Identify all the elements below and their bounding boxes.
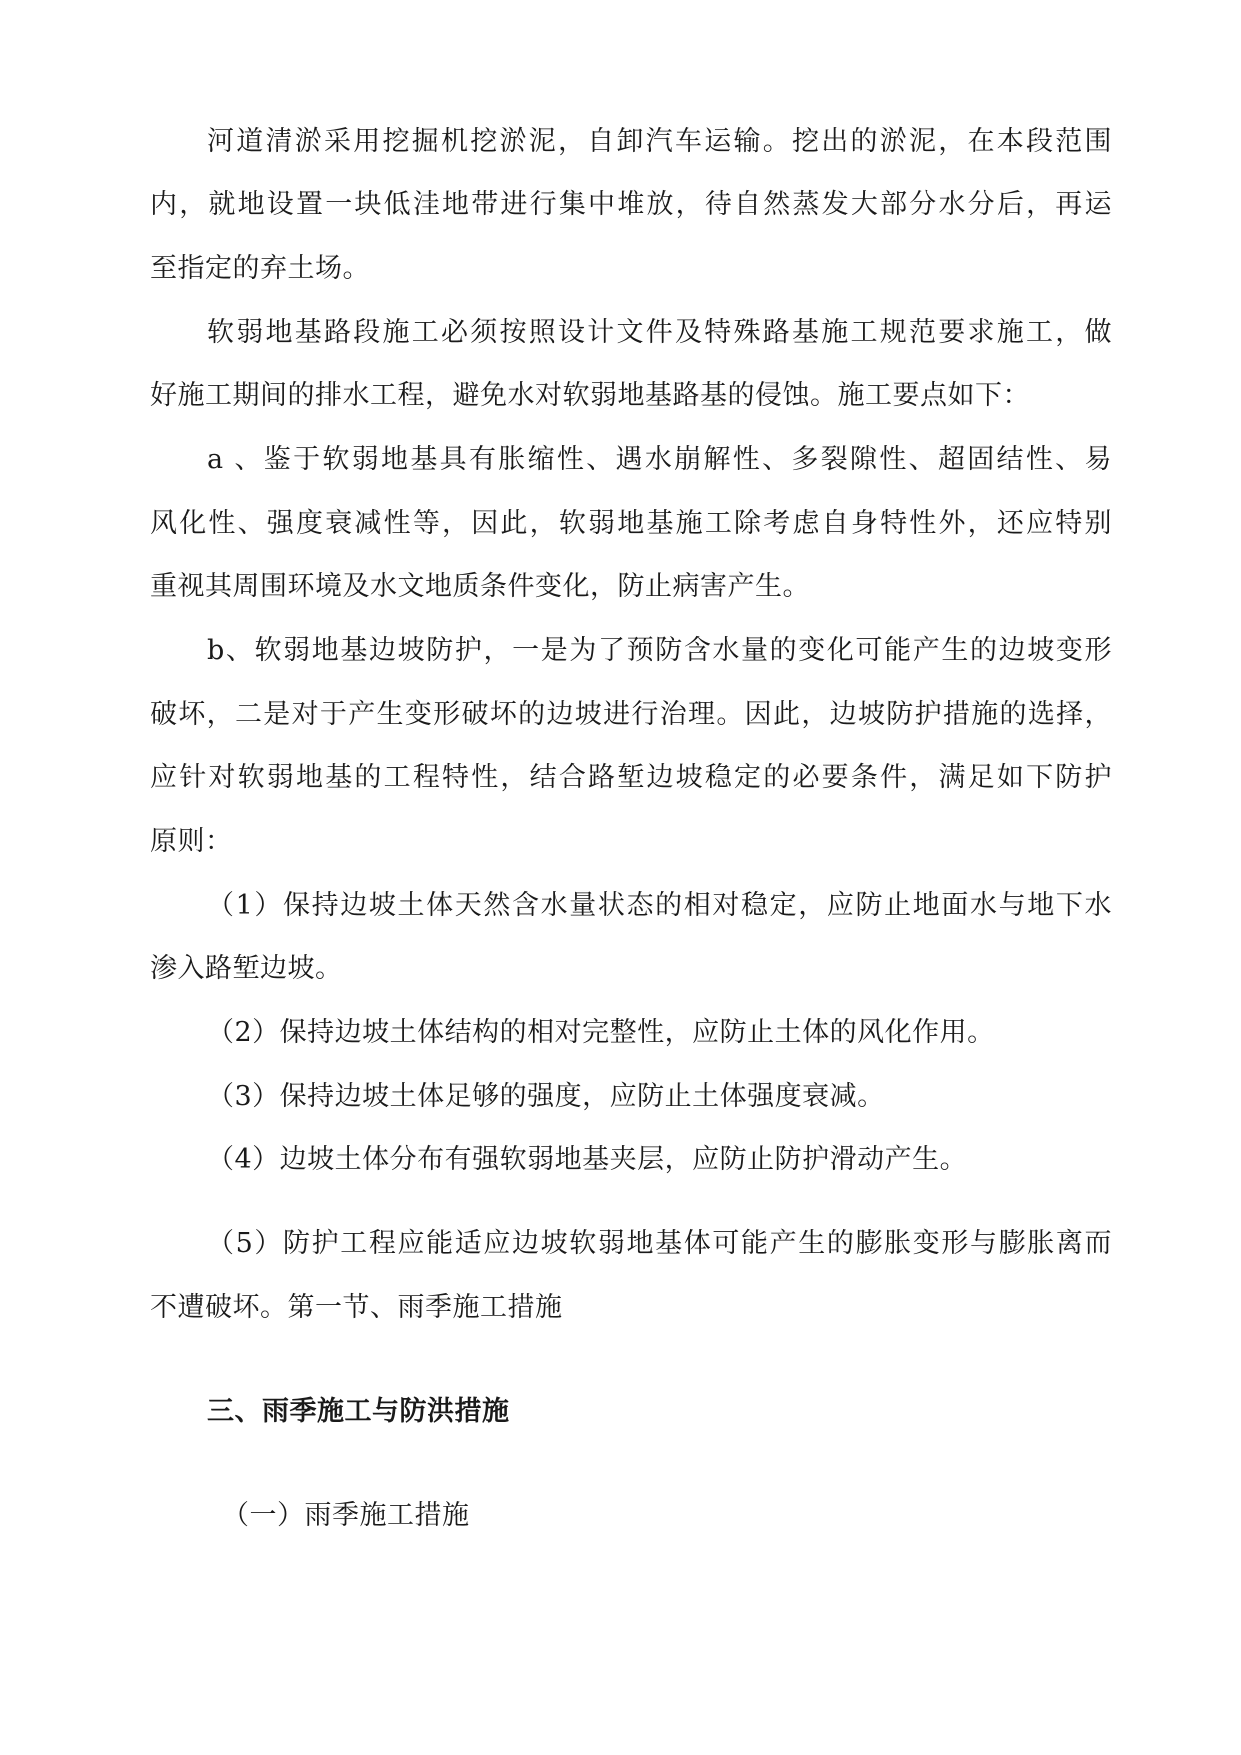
list-item-1-line-1: （1）保持边坡土体天然含水量状态的相对稳定，应防止地面水与地下水 [207, 890, 1112, 921]
paragraph-2-line-2: 好施工期间的排水工程，避免水对软弱地基路基的侵蚀。施工要点如下： [150, 380, 1030, 411]
list-item-5-line-1: （5）防护工程应能适应边坡软弱地基体可能产生的膨胀变形与膨胀离而 [207, 1228, 1112, 1259]
section-heading: 三、雨季施工与防洪措施 [207, 1396, 510, 1427]
paragraph-4-line-2: 破坏，二是对于产生变形破坏的边坡进行治理。因此，边坡防护措施的选择， [150, 699, 1112, 730]
paragraph-2-line-1: 软弱地基路段施工必须按照设计文件及特殊路基施工规范要求施工，做 [207, 317, 1112, 348]
list-item-4: （4）边坡土体分布有强软弱地基夹层，应防止防护滑动产生。 [207, 1144, 968, 1175]
paragraph-1-line-2: 内，就地设置一块低洼地带进行集中堆放，待自然蒸发大部分水分后，再运 [150, 189, 1112, 220]
paragraph-4-line-4: 原则： [150, 826, 233, 857]
paragraph-1-line-3: 至指定的弃土场。 [150, 253, 370, 284]
paragraph-3-line-1: a 、鉴于软弱地基具有胀缩性、遇水崩解性、多裂隙性、超固结性、易 [207, 444, 1112, 475]
list-item-5-line-2: 不遭破坏。第一节、雨季施工措施 [150, 1292, 563, 1323]
paragraph-1-line-1: 河道清淤采用挖掘机挖淤泥，自卸汽车运输。挖出的淤泥，在本段范围 [207, 126, 1112, 157]
paragraph-4-line-3: 应针对软弱地基的工程特性，结合路堑边坡稳定的必要条件，满足如下防护 [150, 762, 1112, 793]
list-item-2: （2）保持边坡土体结构的相对完整性，应防止土体的风化作用。 [207, 1017, 995, 1048]
paragraph-4-line-1: b、软弱地基边坡防护，一是为了预防含水量的变化可能产生的边坡变形 [207, 635, 1112, 666]
list-item-3: （3）保持边坡土体足够的强度，应防止土体强度衰减。 [207, 1081, 885, 1112]
list-item-1-line-2: 渗入路堑边坡。 [150, 953, 343, 984]
paragraph-3-line-2: 风化性、强度衰减性等，因此，软弱地基施工除考虑自身特性外，还应特别 [150, 508, 1112, 539]
subsection-heading: （一）雨季施工措施 [222, 1500, 470, 1531]
paragraph-3-line-3: 重视其周围环境及水文地质条件变化，防止病害产生。 [150, 571, 810, 602]
